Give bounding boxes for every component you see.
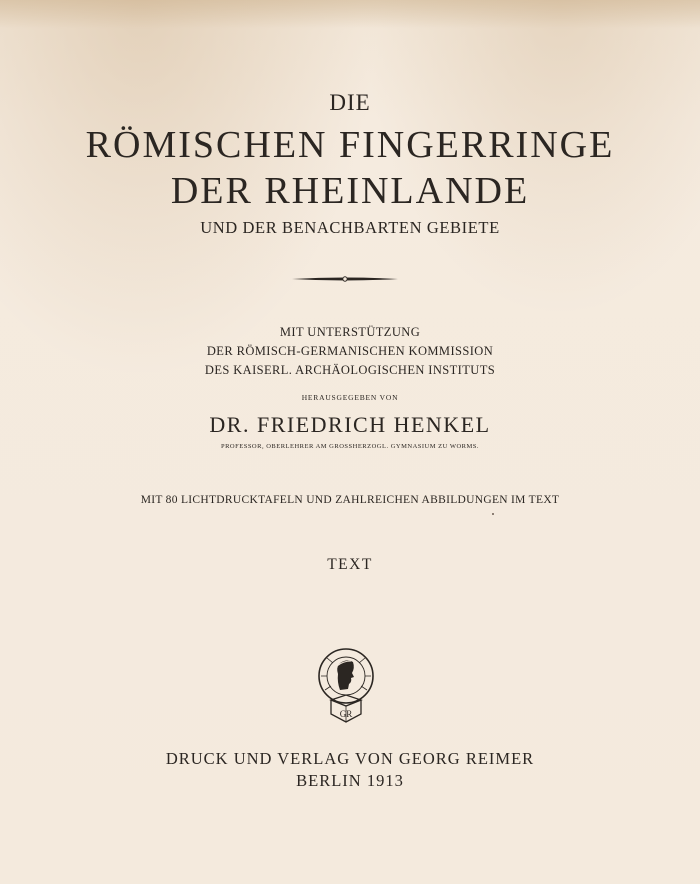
author-title: PROFESSOR, OBERLEHRER AM GROSSHERZOGL. GYMNASIUM ZU WORMS. — [220, 443, 480, 450]
title-article: DIE — [329, 90, 371, 115]
support-line-3: DES KAISERL. ARCHÄOLOGISCHEN INSTITUTS — [204, 363, 496, 377]
support-line-1: MIT UNTERSTÜTZUNG — [279, 325, 421, 339]
place-year: BERLIN 1913 — [296, 771, 404, 790]
logo-monogram: GR — [339, 709, 353, 719]
subtitle: UND DER BENACHBARTEN GEBIETE — [200, 218, 500, 237]
support-line-2: DER RÖMISCH-GERMANISCHEN KOMMISSION — [206, 344, 494, 358]
main-title-line-1: RÖMISCHEN FINGERRINGE — [85, 124, 615, 166]
publisher-mark-icon — [313, 646, 379, 728]
ink-speck — [492, 513, 494, 515]
author-name: DR. FRIEDRICH HENKEL — [209, 412, 491, 437]
plates-note: MIT 80 LICHTDRUCKTAFELN UND ZAHLREICHEN ABBILDUNGEN IM TEXT — [140, 494, 560, 506]
publisher-line: DRUCK UND VERLAG VON GEORG REIMER — [165, 749, 535, 768]
volume-label: TEXT — [327, 556, 373, 573]
main-title-line-2: DER RHEINLANDE — [170, 170, 530, 212]
paper-stain — [0, 0, 700, 28]
edited-by: HERAUSGEGEBEN VON — [301, 393, 399, 402]
rule-ornament-icon — [290, 272, 400, 286]
